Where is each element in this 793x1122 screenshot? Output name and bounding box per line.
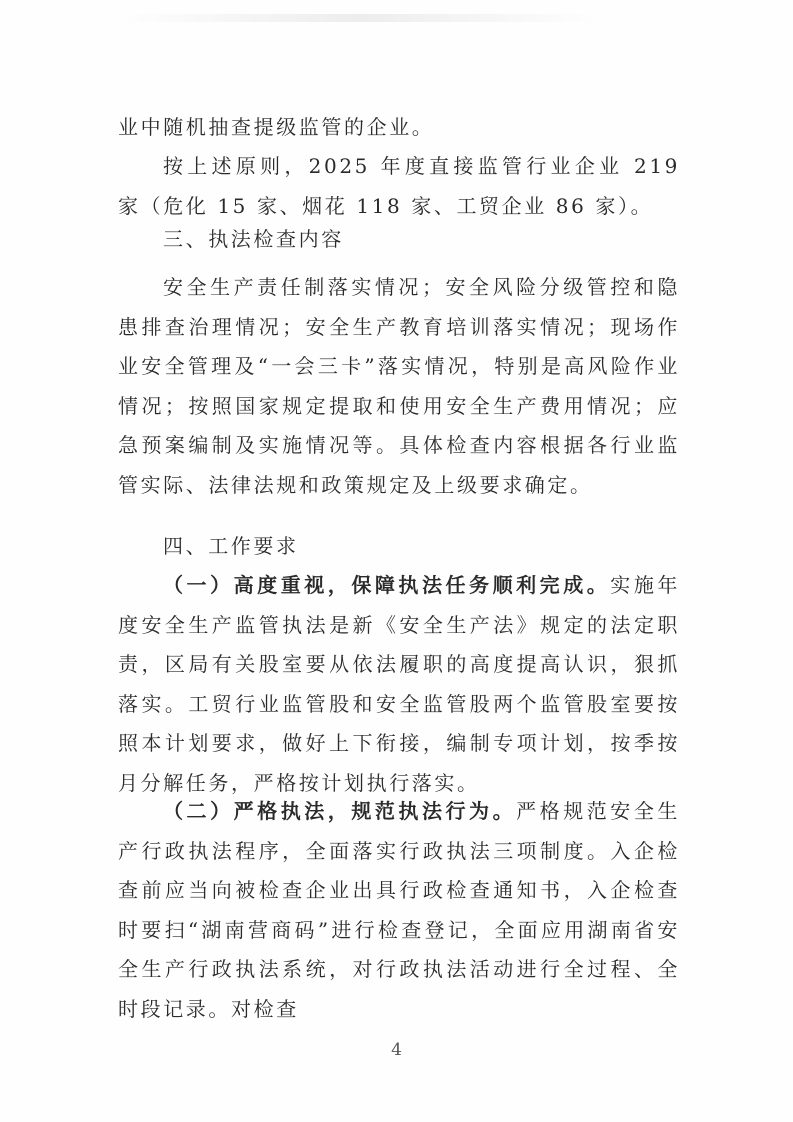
section-heading-work-requirements: 四、工作要求 <box>163 534 299 558</box>
section-heading-inspection-content: 三、执法检查内容 <box>163 227 344 251</box>
paragraph-continuation: 业中随机抽查提级监管的企业。 <box>118 115 435 139</box>
paragraph-summary: 按上述原则，2025 年度直接监管行业企业 219 家（危化 15 家、烟花 118 家、工贸企业 86 家）。 <box>118 154 680 218</box>
requirement-1-lead: （一）高度重视，保障执法任务顺利完成。 <box>163 573 611 597</box>
requirement-2-lead: （二）严格执法，规范执法行为。 <box>163 799 517 823</box>
paragraph-inspection-content: 安全生产责任制落实情况；安全风险分级管控和隐患排查治理情况；安全生产教育培训落实情况；现场作业安全管理及“一会三卡”落实情况，特别是高风险作业情况；按照国家规定提取和使用安全生产费用情况；应急预案编制及实施情况等。具体检查内容根据各行业监管实际、法律法规和政策规定及上级要求确定。 <box>118 275 680 497</box>
scan-bleed-through <box>120 14 600 22</box>
paragraph-requirement-1 <box>118 566 680 803</box>
requirement-2-body: 严格规范安全生产行政执法程序，全面落实行政执法三项制度。入企检查前应当向被检查企业出具行政检查通知书，入企检查时要扫“湖南营商码”进行检查登记，全面应用湖南省安全生产行政执法系统，对行政执法活动进行全过程、全时段记录。对检查 <box>118 799 680 1021</box>
page-number: 4 <box>391 1040 402 1060</box>
requirement-1-body: 实施年度安全生产监管执法是新《安全生产法》规定的法定职责，区局有关股室要从依法履职的高度提高认识，狠抓落实。工贸行业监管股和安全监管股两个监管股室要按照本计划要求，做好上下衔接，编制专项计划，按季按月分解任务，严格按计划执行落实。 <box>118 573 680 795</box>
paragraph-requirement-2 <box>118 792 680 1029</box>
